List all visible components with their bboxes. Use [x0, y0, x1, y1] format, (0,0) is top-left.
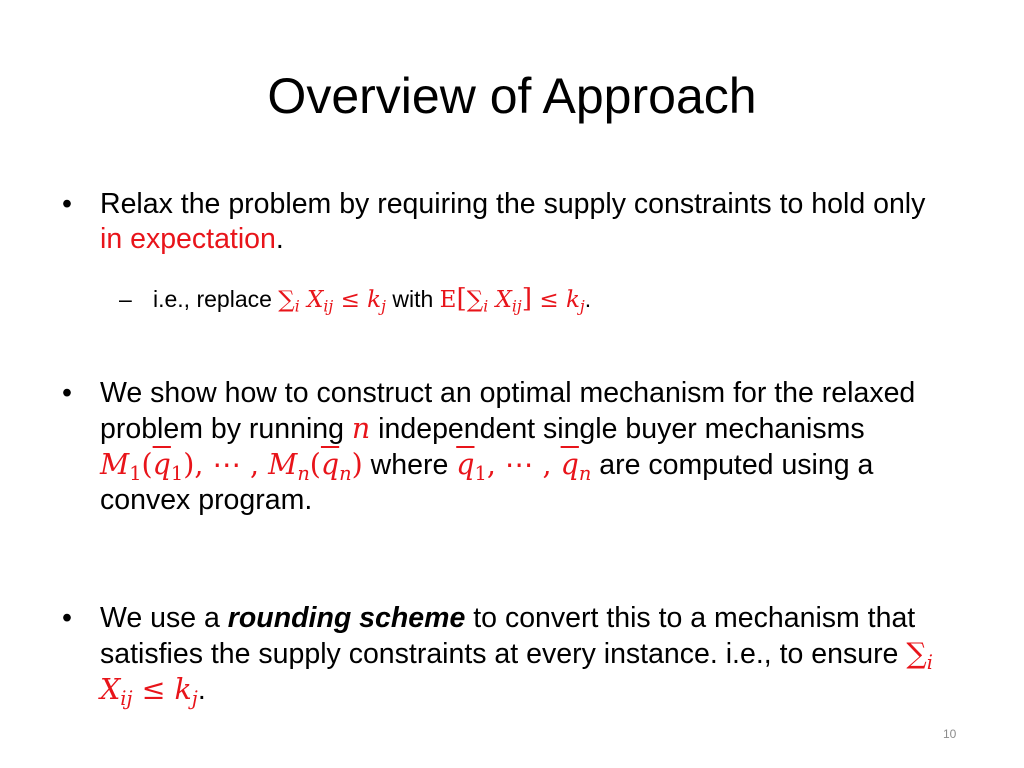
bullet-relax-text: Relax the problem by requiring the supply constraints to hold only [100, 188, 926, 220]
math-sum-constraint: $\sum_i$ $X_{ij} \le k_j$ [278, 287, 386, 316]
in-expectation-highlight: in expectation [100, 223, 276, 255]
math-qbar-list: $\overline{q}_1$, ⋯ , $\overline{q}_n$ [456, 448, 592, 485]
math-n: n [351, 412, 371, 445]
bullet-optimal-text-1: We show how to construct an optimal mechanism for the relaxed problem by running [100, 377, 916, 445]
sub-bullet-marker: – [119, 286, 132, 312]
sub-bullet-mid: with [385, 286, 440, 312]
page-number: 10 [943, 727, 957, 741]
bullet-relax-period: . [275, 223, 284, 255]
bullet-rounding-text-3: . [197, 674, 206, 706]
sub-bullet-prefix: i.e., replace [153, 286, 279, 312]
bullet-marker: • [62, 377, 72, 409]
bullet-marker: • [62, 188, 72, 220]
rounding-scheme-emphasis: rounding scheme [227, 602, 466, 634]
math-sum-constraint-final: $\sum_i$ $X_{ij} \le k_j$ [100, 637, 933, 710]
bullet-optimal-mechanism [62, 376, 950, 518]
bullet-rounding-text-1: We use a [100, 602, 228, 634]
bullet-optimal-text-2: independent single buyer mechanisms [370, 413, 865, 445]
slide-title: Overview of Approach [267, 68, 757, 124]
bullet-rounding [62, 601, 950, 710]
math-expected-constraint: $E[\sum_i$ $X_{ij}] \le k_j$ [439, 283, 585, 316]
bullet-optimal-text-4: are computed using a convex program. [100, 449, 874, 516]
bullet-rounding-text-2: to convert this to a mechanism that satisfies the supply constraints at every instance. i.e., to ensure [100, 602, 916, 670]
sub-bullet-replace [119, 283, 973, 316]
math-mechanisms-list: $M_1(\overline{q}_1)$, ⋯ , $M_n(\overline{q}_n)$ [100, 448, 363, 485]
bullet-relax [62, 187, 950, 257]
bullet-optimal-text-3: where [362, 449, 457, 481]
bullet-marker: • [62, 602, 72, 634]
sub-bullet-suffix: . [584, 286, 592, 312]
